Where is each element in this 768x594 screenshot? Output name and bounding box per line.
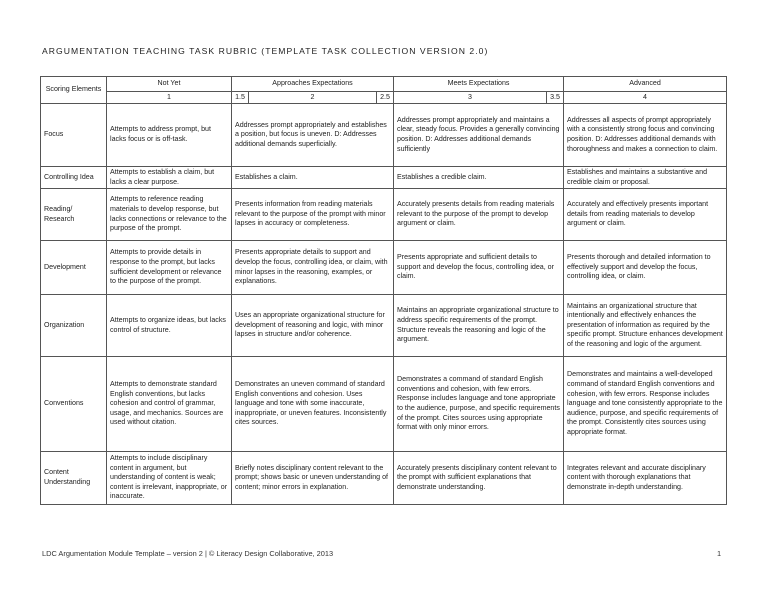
rubric-table xyxy=(40,76,727,505)
score-cell: 4 xyxy=(564,92,727,104)
rubric-row-controlling-idea xyxy=(41,167,727,189)
meets-cell: Accurately presents disciplinary content relevant to the prompt with sufficient explanations that demonstrate understanding. xyxy=(394,452,564,505)
approaches-cell: Uses an appropriate organizational structure for development of reasoning and logic, with minor lapses in structure and/or coherence. xyxy=(232,295,394,357)
element-label: Controlling Idea xyxy=(41,167,107,189)
not-yet-cell: Attempts to reference reading materials to develop response, but lacks connections or relevance to the purpose of the prompt. xyxy=(107,189,232,241)
rubric-row-conventions xyxy=(41,357,727,452)
rubric-row-development xyxy=(41,241,727,295)
advanced-cell: Maintains an organizational structure that intentionally and effectively enhances the presentation of information as required by the specific prompt. Structure enhances development of the reasoning and logic of the argument. xyxy=(564,295,727,357)
page-number: 1 xyxy=(717,549,722,558)
approaches-cell: Briefly notes disciplinary content relevant to the prompt; shows basic or uneven understanding of content; minor errors in explanation. xyxy=(232,452,394,505)
rubric-row-organization xyxy=(41,295,727,357)
meets-cell: Establishes a credible claim. xyxy=(394,167,564,189)
not-yet-cell: Attempts to address prompt, but lacks focus or is off-task. xyxy=(107,104,232,167)
rubric-row-focus xyxy=(41,104,727,167)
level-header-row xyxy=(41,77,727,92)
score-cell: 3 xyxy=(394,92,547,104)
level-meets-header: Meets Expectations xyxy=(394,77,564,92)
not-yet-cell: Attempts to provide details in response to the prompt, but lacks sufficient development or relevance to the purpose of the prompt. xyxy=(107,241,232,295)
score-cell: 1.5 xyxy=(232,92,249,104)
score-cell: 2 xyxy=(249,92,377,104)
footer-text: LDC Argumentation Module Template – version 2 | © Literacy Design Collaborative, 2013 xyxy=(42,549,334,558)
approaches-cell: Establishes a claim. xyxy=(232,167,394,189)
scoring-elements-header: Scoring Elements xyxy=(41,77,107,104)
rubric-title: ARGUMENTATION TEACHING TASK RUBRIC (TEMPLATE TASK COLLECTION VERSION 2.0) xyxy=(42,46,489,56)
advanced-cell: Presents thorough and detailed information to effectively support and develop the focus, controlling idea, or claim. xyxy=(564,241,727,295)
rubric-row-content-understanding xyxy=(41,452,727,505)
element-label: Content Understanding xyxy=(41,452,107,505)
meets-cell: Presents appropriate and sufficient details to support and develop the focus, controlling idea, or claim. xyxy=(394,241,564,295)
advanced-cell: Addresses all aspects of prompt appropriately with a consistently strong focus and convincing position. D: Addresses additional demands with thoroughness and makes a connection to claim. xyxy=(564,104,727,167)
element-label: Conventions xyxy=(41,357,107,452)
approaches-cell: Demonstrates an uneven command of standard English conventions and cohesion. Uses language and tone with some inaccurate, inappropriate, or uneven features. Inconsistently cites sources. xyxy=(232,357,394,452)
not-yet-cell: Attempts to demonstrate standard English conventions, but lacks cohesion and control of grammar, usage, and mechanics. Sources are used without citation. xyxy=(107,357,232,452)
score-cell: 1 xyxy=(107,92,232,104)
element-label: Reading/ Research xyxy=(41,189,107,241)
score-cell: 3.5 xyxy=(547,92,564,104)
advanced-cell: Demonstrates and maintains a well-developed command of standard English conventions and cohesion, with few errors. Response includes language and tone consistently appropriate to the audience, purpose, and specific requirements of the prompt. Consistently cites sources using appropriate format. xyxy=(564,357,727,452)
approaches-cell: Presents information from reading materials relevant to the purpose of the prompt with minor lapses in accuracy or completeness. xyxy=(232,189,394,241)
score-cell: 2.5 xyxy=(377,92,394,104)
element-label: Development xyxy=(41,241,107,295)
level-not-yet-header: Not Yet xyxy=(107,77,232,92)
meets-cell: Addresses prompt appropriately and maintains a clear, steady focus. Provides a generally convincing position. D: Addresses additional demands sufficiently xyxy=(394,104,564,167)
meets-cell: Maintains an appropriate organizational structure to address specific requirements of the prompt. Structure reveals the reasoning and logic of the argument. xyxy=(394,295,564,357)
level-advanced-header: Advanced xyxy=(564,77,727,92)
approaches-cell: Presents appropriate details to support and develop the focus, controlling idea, or claim, with minor lapses in the reasoning, examples, or explanations. xyxy=(232,241,394,295)
advanced-cell: Integrates relevant and accurate disciplinary content with thorough explanations that demonstrate in-depth understanding. xyxy=(564,452,727,505)
approaches-cell: Addresses prompt appropriately and establishes a position, but focus is uneven. D: Addresses additional demands superficially. xyxy=(232,104,394,167)
rubric-row-reading-research xyxy=(41,189,727,241)
advanced-cell: Establishes and maintains a substantive and credible claim or proposal. xyxy=(564,167,727,189)
element-label: Focus xyxy=(41,104,107,167)
meets-cell: Accurately presents details from reading materials relevant to the purpose of the prompt to develop argument or claim. xyxy=(394,189,564,241)
level-approaches-header: Approaches Expectations xyxy=(232,77,394,92)
advanced-cell: Accurately and effectively presents important details from reading materials to develop argument or claim. xyxy=(564,189,727,241)
not-yet-cell: Attempts to include disciplinary content in argument, but understanding of content is weak; content is irrelevant, inappropriate, or inaccurate. xyxy=(107,452,232,505)
meets-cell: Demonstrates a command of standard English conventions and cohesion, with few errors. Response includes language and tone appropriate to the audience, purpose, and specific requirements of the prompt. Cites sources using appropriate format with only minor errors. xyxy=(394,357,564,452)
element-label: Organization xyxy=(41,295,107,357)
score-header-row xyxy=(41,92,727,104)
not-yet-cell: Attempts to organize ideas, but lacks control of structure. xyxy=(107,295,232,357)
not-yet-cell: Attempts to establish a claim, but lacks a clear purpose. xyxy=(107,167,232,189)
